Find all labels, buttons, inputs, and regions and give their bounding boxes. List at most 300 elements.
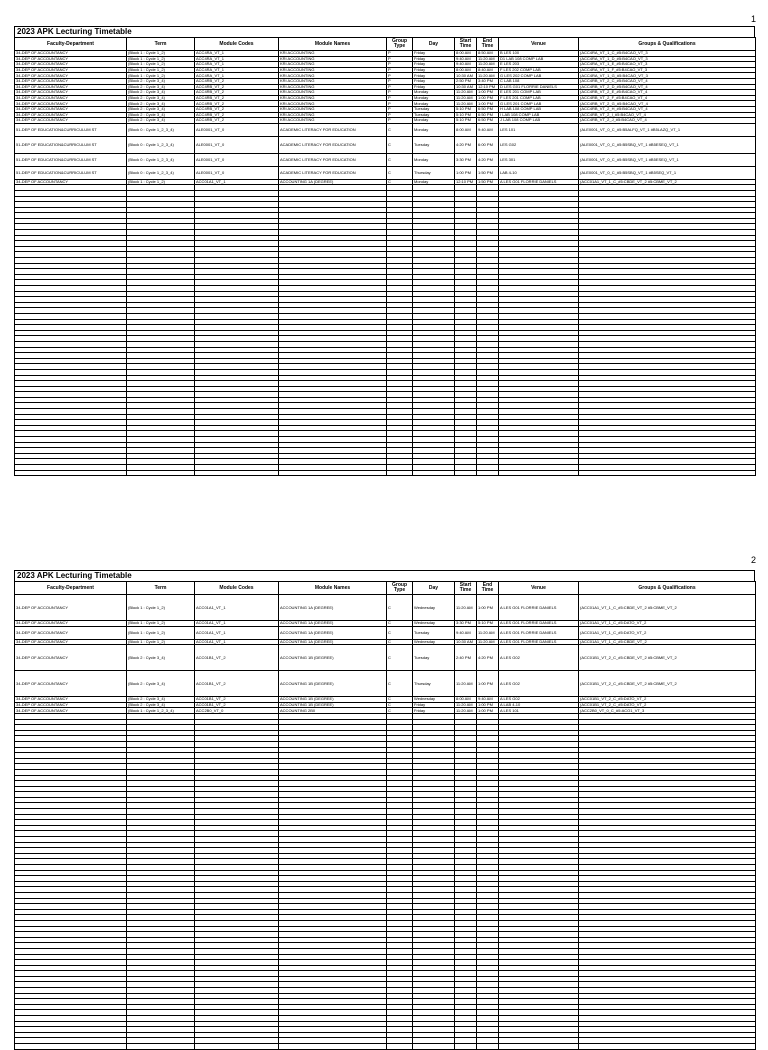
table-cell: 11:20 AM [455, 101, 477, 107]
table-cell: Monday [413, 101, 455, 107]
timetable-table [14, 37, 756, 476]
table-cell: 34-DEP OF ACCOUNTANCY [15, 639, 127, 645]
timetable-table [14, 581, 756, 1050]
header-term: Term [127, 38, 195, 51]
table-cell: (ACC01A1_VT_1_C_#5:CBDE_VT_2 #5:CBME_VT_2 [579, 595, 756, 621]
table-cell: C [387, 671, 413, 697]
table-cell: A LES G01 FLORRIE DANIELS [499, 626, 579, 639]
table-cell: (ACC01B1_VT_2_C_#5:DATO_VT_2 [579, 702, 756, 708]
table-cell: C [387, 639, 413, 645]
table-cell: (Block 1 : Cycle 1_2) [127, 62, 195, 68]
table-cell: 34-DEP OF ACCOUNTANCY [15, 56, 127, 62]
table-cell: ACC4RB_VT_2 [195, 84, 279, 90]
table-cell: ACC01A1_VT_1 [195, 595, 279, 621]
table-cell: C [387, 702, 413, 708]
table-cell: KRI ACCOUNTING [279, 90, 387, 96]
table-cell: (Block 2 : Cycle 3_4) [127, 90, 195, 96]
table-cell: ACCOUNTING 1B (DEGREE) [279, 645, 387, 671]
table-cell: P [387, 62, 413, 68]
table-cell: ACADEMIC LITERACY FOR EDUCATION [279, 166, 387, 179]
header-end-time: End Time [477, 582, 499, 595]
table-cell: 3:40 PM [477, 78, 499, 84]
header-module-names: Module Names [279, 582, 387, 595]
table-cell: ACCOUNTING 1A (DEGREE) [279, 626, 387, 639]
table-cell: (ACC01A1_VT_1_C_#5:DATO_VT_2 [579, 626, 756, 639]
table-cell [455, 470, 477, 476]
table-cell: P [387, 51, 413, 57]
table-cell: ALE0001_VT_0 [195, 136, 279, 153]
table-cell: Wednesday [413, 595, 455, 621]
table-cell: 1:00 PM [477, 671, 499, 697]
table-cell: ACC01B1_VT_2 [195, 671, 279, 697]
table-cell: P [387, 90, 413, 96]
table-cell: 11:20 AM [455, 90, 477, 96]
table-cell: Thursday [413, 166, 455, 179]
table-cell: F LES 201 COMP LAB [499, 95, 579, 101]
table-cell: (Block 2 : Cycle 3_4) [127, 112, 195, 118]
table-cell: A LES G01 FLORRIE DANIELS [499, 595, 579, 621]
table-cell: (ACC4RA_VT_1_G_#5:B4CAO_VT_3 [579, 73, 756, 79]
table-cell: 34-DEP OF ACCOUNTANCY [15, 626, 127, 639]
table-cell: P [387, 84, 413, 90]
table-cell: ACC01A1_VT_1 [195, 626, 279, 639]
table-cell: 51-DEP OF EDUCATION&CURRICULUM ST [15, 153, 127, 166]
table-cell: C [387, 166, 413, 179]
table-cell: (Block 2 : Cycle 3_4) [127, 101, 195, 107]
header-module-codes: Module Codes [195, 582, 279, 595]
table-cell: 2:40 PM [455, 645, 477, 671]
table-cell: 9:40 AM [455, 56, 477, 62]
table-row-filler [15, 1044, 756, 1050]
table-cell [127, 1044, 195, 1050]
table-cell [579, 1044, 756, 1050]
table-cell: KRI ACCOUNTING [279, 101, 387, 107]
table-cell [15, 1044, 127, 1050]
table-cell: E LES 201 COMP LAB [499, 90, 579, 96]
table-cell: ACC4RB_VT_2 [195, 118, 279, 124]
table-cell: 5:10 PM [455, 106, 477, 112]
table-cell [279, 1044, 387, 1050]
table-cell: (Block 2 : Cycle 3_4) [127, 702, 195, 708]
table-cell: C [387, 697, 413, 703]
table-cell: Monday [413, 118, 455, 124]
table-row [15, 671, 756, 697]
table-cell: ACCOUNTING 1B (DEGREE) [279, 671, 387, 697]
table-cell: KRI ACCOUNTING [279, 62, 387, 68]
table-cell: KRI ACCOUNTING [279, 56, 387, 62]
table-cell: (Block 1 : Cycle 1_2) [127, 621, 195, 627]
header-group-type: Group Type [387, 38, 413, 51]
table-cell: 11:20 AM [477, 639, 499, 645]
table-cell [279, 470, 387, 476]
table-cell: LES 101 [499, 123, 579, 136]
table-cell: C [387, 708, 413, 714]
table-cell: Wednesday [413, 639, 455, 645]
table-cell: ALE0001_VT_0 [195, 123, 279, 136]
table-row [15, 626, 756, 639]
table-cell: ACC4RA_VT_1 [195, 56, 279, 62]
table-cell: (Block 1 : Cycle 1_2) [127, 51, 195, 57]
table-cell: Friday [413, 51, 455, 57]
table-cell: 9:40 AM [477, 697, 499, 703]
table-cell: ACADEMIC LITERACY FOR EDUCATION [279, 123, 387, 136]
table-cell [387, 470, 413, 476]
table-row [15, 645, 756, 671]
table-cell: 12:10 PM [477, 84, 499, 90]
table-cell: 10:30 AM [455, 639, 477, 645]
table-cell: (Block 2 : Cycle 3_4) [127, 697, 195, 703]
table-cell: Monday [413, 95, 455, 101]
table-cell: 3:30 PM [455, 153, 477, 166]
table-cell: ACCOUNTING 1A (DEGREE) [279, 639, 387, 645]
table-cell [455, 1044, 477, 1050]
table-cell: (ACC4RB_VT_2_I_#5:B4CAO_VT_4 [579, 112, 756, 118]
table-cell: 8:00 AM [455, 67, 477, 73]
table-cell: P [387, 95, 413, 101]
table-cell: 34-DEP OF ACCOUNTANCY [15, 67, 127, 73]
table-cell: ACCOUNTING 1B (DEGREE) [279, 697, 387, 703]
table-cell: A LAB 4-10 [499, 702, 579, 708]
table-cell: ACCOUNTING 1B (DEGREE) [279, 702, 387, 708]
table-cell: P [387, 112, 413, 118]
table-cell: (ACC01A1_VT_1_C_#5:CBDE_VT_2 [579, 639, 756, 645]
table-cell: C [387, 645, 413, 671]
table-cell [195, 1044, 279, 1050]
table-cell: D1 LAB 108 COMP LAB [499, 56, 579, 62]
table-cell: (ACC4RB_VT_2_J_#5:B4CAO_VT_4 [579, 118, 756, 124]
table-cell: (Block 2 : Cycle 3_4) [127, 645, 195, 671]
table-cell: Friday [413, 67, 455, 73]
table-cell: 34-DEP OF ACCOUNTANCY [15, 62, 127, 68]
table-cell: (ACC01A1_VT_1_C_#5:DATO_VT_2 [579, 621, 756, 627]
header-day: Day [413, 582, 455, 595]
table-cell: Friday [413, 78, 455, 84]
table-cell: Friday [413, 56, 455, 62]
table-cell: 11:20 AM [455, 702, 477, 708]
header-start-time: Start Time [455, 582, 477, 595]
table-cell [579, 470, 756, 476]
table-cell: (ACC4RB_VT_2_H_#5:B4CAO_VT_4 [579, 106, 756, 112]
table-row [15, 136, 756, 153]
table-cell: (Block 1 : Cycle 1_2) [127, 56, 195, 62]
table-cell: ACC4RB_VT_2 [195, 106, 279, 112]
table-cell: (ALE0001_VT_0_C_#5:B5ALFQ_VT_1 #B5LAZQ_VT_1 [579, 123, 756, 136]
table-cell: ACC01B1_VT_2 [195, 645, 279, 671]
table-cell: C [387, 136, 413, 153]
table-cell [387, 1044, 413, 1050]
table-cell: 1:00 PM [477, 101, 499, 107]
table-cell: (ACC4RA_VT_1_D_#5:B4CAO_VT_3 [579, 56, 756, 62]
table-cell: 34-DEP OF ACCOUNTANCY [15, 595, 127, 621]
table-cell: Tuesday [413, 106, 455, 112]
table-cell: 5:10 PM [477, 621, 499, 627]
header-faculty: Faculty-Department [15, 38, 127, 51]
table-cell: A LES G02 [499, 697, 579, 703]
header-groups-qualifications: Groups & Qualifications [579, 38, 756, 51]
table-cell: 2:50 PM [455, 78, 477, 84]
table-cell: F LES 202 COMP LAB [499, 67, 579, 73]
table-cell: 34-DEP OF ACCOUNTANCY [15, 697, 127, 703]
table-cell: C [387, 621, 413, 627]
table-cell: ACC2B0_VT_0 [195, 708, 279, 714]
table-cell: A LES G01 FLORRIE DANIELS [499, 639, 579, 645]
table-cell: (ACC01B1_VT_2_C_#5:CBDE_VT_2 #5:CBME_VT_2 [579, 671, 756, 697]
table-cell: (ACC4RB_VT_2_C_#5:B4CAO_VT_4 [579, 78, 756, 84]
table-cell: (Block 1 : Cycle 1_2) [127, 67, 195, 73]
table-cell: C [387, 153, 413, 166]
table-cell: (ACC4RB_VT_2_E_#5:B4CAO_VT_4 [579, 90, 756, 96]
table-cell: C LAB 108 [499, 78, 579, 84]
table-cell: ACC01A1_VT_1 [195, 179, 279, 185]
table-cell: 11:20 AM [455, 708, 477, 714]
table-cell: ACC4RB_VT_2 [195, 78, 279, 84]
timetable-body [15, 595, 756, 1050]
table-cell: 8:00 AM [455, 697, 477, 703]
table-cell: ALE0001_VT_0 [195, 166, 279, 179]
table-cell: 34-DEP OF ACCOUNTANCY [15, 621, 127, 627]
timetable-sheet-page-1 [14, 26, 755, 476]
table-cell: Monday [413, 123, 455, 136]
table-cell: ACC4RB_VT_2 [195, 112, 279, 118]
table-cell: 12:10 PM [455, 179, 477, 185]
table-cell: 1:00 PM [477, 702, 499, 708]
table-cell: A LES G02 [499, 645, 579, 671]
table-cell [499, 1044, 579, 1050]
table-cell: E LES 203 [499, 62, 579, 68]
table-cell: Tuesday [413, 626, 455, 639]
table-cell: I LAB 108 COMP LAB [499, 112, 579, 118]
page-number: 2 [750, 555, 756, 565]
table-cell: KRI ACCOUNTING [279, 84, 387, 90]
header-venue: Venue [499, 38, 579, 51]
table-cell: Tuesday [413, 136, 455, 153]
table-cell: 11:20 AM [455, 95, 477, 101]
table-cell: Friday [413, 62, 455, 68]
table-cell: 8:00 AM [455, 123, 477, 136]
table-cell: ACADEMIC LITERACY FOR EDUCATION [279, 153, 387, 166]
table-cell: 1:00 PM [477, 708, 499, 714]
table-cell: ACC4RB_VT_2 [195, 95, 279, 101]
table-cell: KRI ACCOUNTING [279, 106, 387, 112]
table-cell: KRI ACCOUNTING [279, 95, 387, 101]
table-cell: 5:10 PM [455, 118, 477, 124]
table-cell: 1:50 PM [477, 166, 499, 179]
table-cell: 34-DEP OF ACCOUNTANCY [15, 78, 127, 84]
table-cell: ACC01A1_VT_1 [195, 621, 279, 627]
table-cell: Thursday [413, 671, 455, 697]
table-cell: P [387, 106, 413, 112]
table-cell: (Block 2 : Cycle 3_4) [127, 84, 195, 90]
table-cell: KRI ACCOUNTING [279, 67, 387, 73]
table-cell: ACC4RB_VT_2 [195, 90, 279, 96]
table-cell [413, 470, 455, 476]
table-cell: 6:50 PM [477, 118, 499, 124]
table-cell: KRI ACCOUNTING [279, 51, 387, 57]
table-cell: ACCOUNTING 1A (DEGREE) [279, 621, 387, 627]
table-header-row [15, 582, 756, 595]
table-cell: ACC01B1_VT_2 [195, 697, 279, 703]
table-cell: A LES G01 FLORRIE DANIELS [499, 621, 579, 627]
table-cell: 34-DEP OF ACCOUNTANCY [15, 118, 127, 124]
header-module-names: Module Names [279, 38, 387, 51]
table-cell: P [387, 101, 413, 107]
header-module-codes: Module Codes [195, 38, 279, 51]
table-cell: 3:30 PM [455, 621, 477, 627]
table-cell: Wednesday [413, 697, 455, 703]
table-cell: 9:40 AM [455, 62, 477, 68]
table-cell: 1:00 PM [455, 166, 477, 179]
table-cell: (ACC4RA_VT_1_F_#5:B4CAO_VT_3 [579, 67, 756, 73]
table-cell: 34-DEP OF ACCOUNTANCY [15, 112, 127, 118]
table-cell: G LES 202 COMP LAB [499, 73, 579, 79]
table-cell: KRI ACCOUNTING [279, 73, 387, 79]
table-cell: G LES 201 COMP LAB [499, 101, 579, 107]
page-number: 1 [750, 14, 756, 24]
table-cell: 34-DEP OF ACCOUNTANCY [15, 95, 127, 101]
table-cell: (ACC4RA_VT_1_C_#5:B4CAO_VT_3 [579, 51, 756, 57]
table-cell: 4:20 PM [477, 153, 499, 166]
header-groups-qualifications: Groups & Qualifications [579, 582, 756, 595]
table-cell: (Block 2 : Cycle 3_4) [127, 95, 195, 101]
table-cell: 8:00 AM [455, 51, 477, 57]
table-row [15, 153, 756, 166]
table-cell: 11:20 AM [455, 671, 477, 697]
table-cell: (Block 0 : Cycle 1_2_3_4) [127, 166, 195, 179]
table-cell: (ACC01B1_VT_2_C_#5:DATO_VT_2 [579, 697, 756, 703]
timetable-sheet-page-2 [14, 570, 755, 1050]
table-cell [477, 1044, 499, 1050]
table-cell: 9:40 AM [455, 626, 477, 639]
table-cell: 34-DEP OF ACCOUNTANCY [15, 101, 127, 107]
header-group-type: Group Type [387, 582, 413, 595]
table-cell: Monday [413, 90, 455, 96]
table-cell: 34-DEP OF ACCOUNTANCY [15, 702, 127, 708]
table-cell: (ACC2B0_VT_0_C_#5:ACO1_VT_3 [579, 708, 756, 714]
table-row [15, 166, 756, 179]
table-cell: ACC4RA_VT_1 [195, 51, 279, 57]
table-cell: (ALE0001_VT_0_C_#5:B5SBQ_VT_1 #B5SEQ_VT_1 [579, 166, 756, 179]
table-cell: KRI ACCOUNTING [279, 78, 387, 84]
table-cell: P [387, 118, 413, 124]
table-cell: 11:20 AM [477, 626, 499, 639]
table-cell: ACCOUNTING 2B0 [279, 708, 387, 714]
table-cell [127, 470, 195, 476]
table-cell: 10:30 AM [455, 84, 477, 90]
table-cell: 51-DEP OF EDUCATION&CURRICULUM ST [15, 123, 127, 136]
table-cell: (ACC01A1_VT_1_C_#5:CBDE_VT_2 #5:CBME_VT_2 [579, 179, 756, 185]
table-cell: P [387, 67, 413, 73]
table-cell [15, 470, 127, 476]
table-cell: 11:20 AM [477, 62, 499, 68]
table-cell: 34-DEP OF ACCOUNTANCY [15, 90, 127, 96]
table-cell: (ACC4RB_VT_2_G_#5:B4CAO_VT_4 [579, 101, 756, 107]
table-cell: 34-DEP OF ACCOUNTANCY [15, 708, 127, 714]
table-cell: (Block 1 : Cycle 1_2) [127, 639, 195, 645]
table-cell: C [387, 595, 413, 621]
table-cell: C [387, 179, 413, 185]
table-cell: Friday [413, 84, 455, 90]
table-cell: Tuesday [413, 112, 455, 118]
table-cell: (Block 1 : Cycle 1_2) [127, 595, 195, 621]
table-cell: 6:50 PM [477, 106, 499, 112]
table-cell: LES 301 [499, 153, 579, 166]
table-cell: ACC4RA_VT_1 [195, 62, 279, 68]
table-cell: 1:50 PM [477, 179, 499, 185]
table-row [15, 123, 756, 136]
table-cell: (Block 1 : Cycle 1_2) [127, 626, 195, 639]
table-cell: (ACC4RA_VT_1_E_#5:B4CAO_VT_3 [579, 62, 756, 68]
table-cell: (Block 2 : Cycle 3_4) [127, 118, 195, 124]
table-cell: 34-DEP OF ACCOUNTANCY [15, 106, 127, 112]
header-day: Day [413, 38, 455, 51]
table-cell: 5:10 PM [455, 112, 477, 118]
table-cell: (Block 0 : Cycle 1_2_3_4) [127, 123, 195, 136]
table-cell: (Block 2 : Cycle 3_4) [127, 106, 195, 112]
table-cell: ACADEMIC LITERACY FOR EDUCATION [279, 136, 387, 153]
table-cell: ACCOUNTING 1A (DEGREE) [279, 595, 387, 621]
table-cell: 9:40 AM [477, 123, 499, 136]
table-cell: (ACC01B1_VT_2_C_#5:CBDE_VT_2 #5:CBME_VT_2 [579, 645, 756, 671]
table-cell: Friday [413, 708, 455, 714]
table-cell: 4:20 PM [477, 645, 499, 671]
table-cell: 34-DEP OF ACCOUNTANCY [15, 179, 127, 185]
table-cell: 11:20 AM [477, 73, 499, 79]
table-cell: H LAB 108 COMP LAB [499, 106, 579, 112]
table-cell: 11:20 AM [477, 56, 499, 62]
table-cell: ACC4RA_VT_1 [195, 73, 279, 79]
table-cell: LES G02 [499, 136, 579, 153]
table-cell: 8:40 AM [477, 67, 499, 73]
header-term: Term [127, 582, 195, 595]
table-cell: 4:20 PM [455, 136, 477, 153]
table-cell: D LES G01 FLORRIE DANIELS [499, 84, 579, 90]
table-cell: A LES 101 [499, 708, 579, 714]
table-cell [477, 470, 499, 476]
header-venue: Venue [499, 582, 579, 595]
table-cell: A LES G01 FLORRIE DANIELS [499, 179, 579, 185]
table-cell: C [387, 123, 413, 136]
table-cell: 51-DEP OF EDUCATION&CURRICULUM ST [15, 136, 127, 153]
table-cell: 34-DEP OF ACCOUNTANCY [15, 84, 127, 90]
table-cell: 1:00 PM [477, 90, 499, 96]
table-cell: 6:00 PM [477, 136, 499, 153]
table-cell: J LAB 108 COMP LAB [499, 118, 579, 124]
table-cell: A LES G02 [499, 671, 579, 697]
table-cell: (ALE0001_VT_0_C_#5:B5SBQ_VT_1 #B5ESEQ_VT_1 [579, 153, 756, 166]
table-cell [499, 470, 579, 476]
table-cell: 11:20 AM [455, 595, 477, 621]
table-cell: 6:50 PM [477, 112, 499, 118]
table-cell: (Block 0 : Cycle 1_2_3_4) [127, 153, 195, 166]
table-cell: (Block 2 : Cycle 3_4) [127, 78, 195, 84]
table-cell: (ALE0001_VT_0_C_#5:B5SBQ_VT_1 #B5ESEQ_VT_1 [579, 136, 756, 153]
table-cell: 8:50 AM [477, 51, 499, 57]
table-cell: (Block 0 : Cycle 1_2_3_4) [127, 136, 195, 153]
table-cell: (Block 1 : Cycle 1_2_3_4) [127, 708, 195, 714]
timetable-title: 2023 APK Lecturing Timetable [14, 26, 755, 37]
table-cell: P [387, 78, 413, 84]
table-cell: KRI ACCOUNTING [279, 112, 387, 118]
table-cell: ACC01A1_VT_1 [195, 639, 279, 645]
table-cell: (ACC4RB_VT_2_D_#5:B4CAO_VT_4 [579, 84, 756, 90]
header-end-time: End Time [477, 38, 499, 51]
table-cell: 34-DEP OF ACCOUNTANCY [15, 73, 127, 79]
table-cell: ACC4RB_VT_2 [195, 101, 279, 107]
table-cell: Monday [413, 153, 455, 166]
table-cell: P [387, 56, 413, 62]
table-cell [413, 1044, 455, 1050]
table-cell: Wednesday [413, 621, 455, 627]
